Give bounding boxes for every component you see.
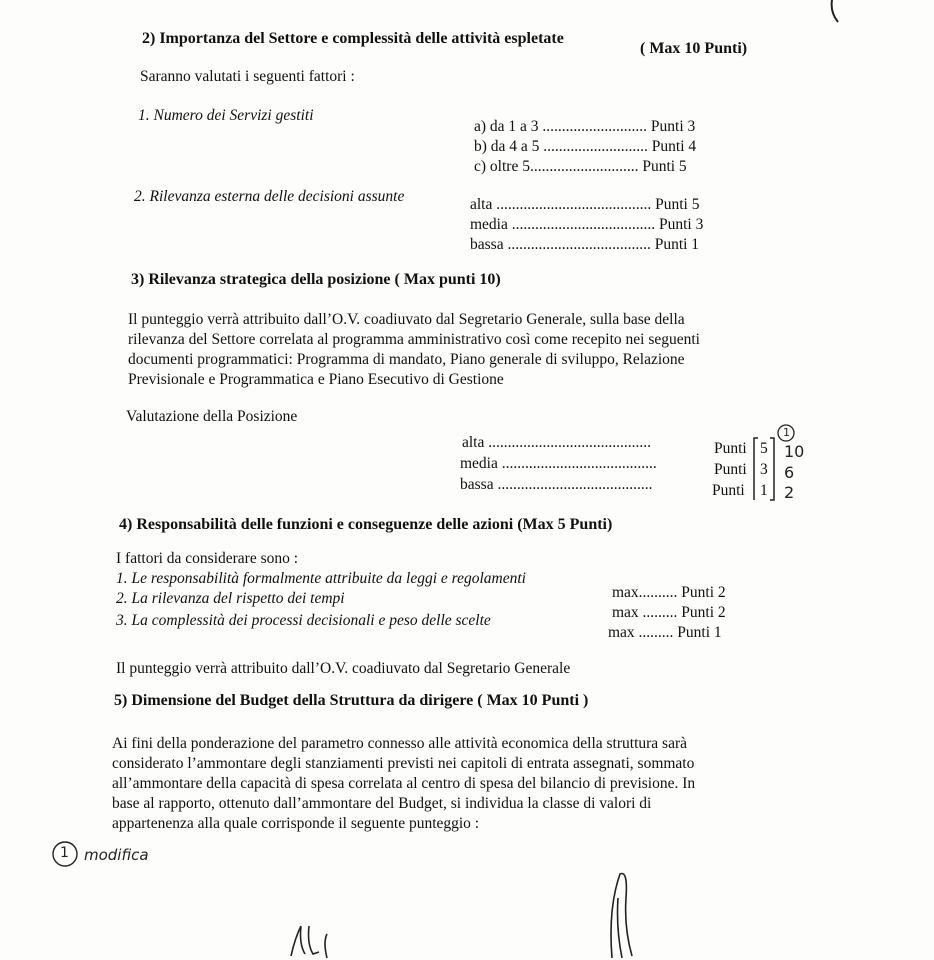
paragraph-line: Ai fini della ponderazione del parametro connesso alle attività economica della struttura sarà <box>112 735 687 752</box>
factor-1-row: b) da 4 a 5 ........................... Punti 4 <box>474 138 697 155</box>
circled-number: 1 <box>783 426 790 439</box>
valuation-label: Valutazione della Posizione <box>126 408 298 425</box>
original-score: 5 <box>760 440 768 457</box>
factor-2-label: 2. Rilevanza esterna delle decisioni assunte <box>134 188 405 205</box>
section-2-max: ( Max 10 Punti) <box>640 40 748 57</box>
section-4-note: Il punteggio verrà attribuito dall’O.V. coadiuvato dal Segretario Generale <box>116 660 571 677</box>
responsibility-item: 2. La rilevanza del rispetto dei tempi <box>116 590 345 607</box>
signature-right <box>598 868 648 960</box>
paragraph-line: Previsionale e Programmatica e Piano Esecutivo di Gestione <box>128 371 504 388</box>
signature-left <box>285 918 345 960</box>
factor-1-row: c) oltre 5............................ Punti 5 <box>474 158 687 175</box>
section-3-paragraph <box>128 310 808 390</box>
section-5-heading: 5) Dimensione del Budget della Struttura da dirigere ( Max 10 Punti ) <box>114 692 589 709</box>
original-score: 3 <box>760 461 768 478</box>
section-5-paragraph <box>112 734 792 834</box>
handwritten-score: 6 <box>784 463 795 482</box>
factor-2-row: alta ........................................ Punti 5 <box>470 196 700 213</box>
section-2-heading: 2) Importanza del Settore e complessità delle attività espletate <box>142 30 564 47</box>
factor-1-label: 1. Numero dei Servizi gestiti <box>138 107 314 124</box>
factor-2-row: bassa ..................................... Punti 1 <box>470 236 700 253</box>
paragraph-line: documenti programmatici: Programma di mandato, Piano generale di sviluppo, Relazione <box>128 351 685 368</box>
paragraph-line: Il punteggio verrà attribuito dall’O.V. coadiuvato dal Segretario Generale, sulla base della <box>128 311 685 328</box>
section-2-intro: Saranno valutati i seguenti fattori : <box>140 68 355 85</box>
responsibility-score: max.......... Punti 2 <box>612 584 726 601</box>
paragraph-line: base al rapporto, ottenuto dall’ammontare del Budget, si individua la classe di valori di <box>112 795 652 812</box>
handwritten-score: 10 <box>784 442 805 461</box>
valuation-row-label: alta .......................................... <box>462 434 651 451</box>
margin-stroke <box>826 0 846 26</box>
punti-label: Punti <box>712 482 745 499</box>
valuation-row-label: bassa ........................................ <box>460 476 653 493</box>
paragraph-line: rilevanza del Settore correlata al programma amministrativo così come recepito nei seguenti <box>128 331 700 348</box>
annotation-text: modifica <box>84 846 149 864</box>
original-score: 1 <box>760 482 768 499</box>
punti-label: Punti <box>714 461 747 478</box>
responsibility-score: max ......... Punti 2 <box>612 604 726 621</box>
valuation-row-label: media ........................................ <box>460 455 657 472</box>
paragraph-line: appartenenza alla quale corrisponde il seguente punteggio : <box>112 815 480 832</box>
responsibility-item: 3. La complessità dei processi decisionali e peso delle scelte <box>116 612 491 629</box>
section-3-heading: 3) Rilevanza strategica della posizione ( Max punti 10) <box>131 271 501 288</box>
paragraph-line: considerato l’ammontare degli stanziamenti previsti nei capitoli di entrata assegnati, sommato <box>112 755 695 772</box>
responsibility-item: 1. Le responsabilità formalmente attribuite da leggi e regolamenti <box>116 570 526 587</box>
punti-label: Punti <box>714 440 747 457</box>
responsibility-score: max ......... Punti 1 <box>608 624 722 641</box>
paragraph-line: all’ammontare della capacità di spesa correlata al centro di spesa del bilancio di previsione. In <box>112 775 696 792</box>
handwritten-score: 2 <box>784 483 795 502</box>
factor-2-row: media ..................................... Punti 3 <box>470 216 704 233</box>
section-4-intro: I fattori da considerare sono : <box>116 550 299 567</box>
factor-1-row: a) da 1 a 3 ........................... Punti 3 <box>474 118 696 135</box>
section-4-heading: 4) Responsabilità delle funzioni e conseguenze delle azioni (Max 5 Punti) <box>119 516 613 533</box>
annotation-number: 1 <box>60 845 69 861</box>
